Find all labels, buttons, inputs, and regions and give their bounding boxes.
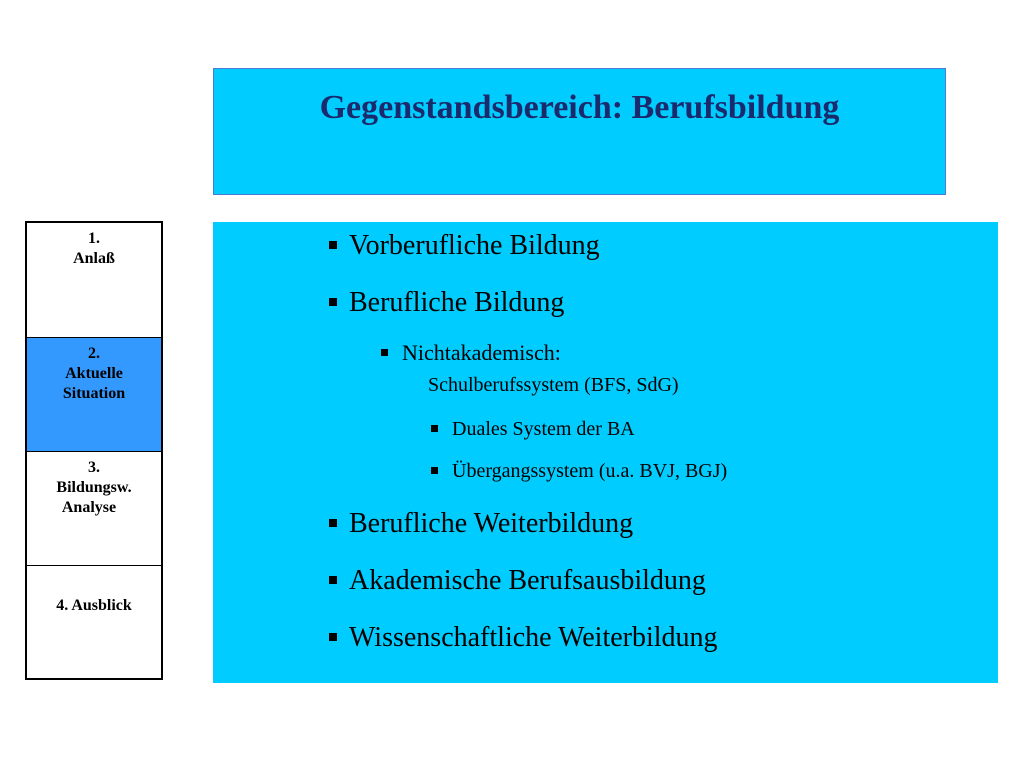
list-item xyxy=(329,287,564,319)
nav-item-ausblick[interactable] xyxy=(27,566,161,678)
slide-title: Gegenstandsbereich: Berufsbildung xyxy=(319,89,840,126)
list-item xyxy=(431,418,635,441)
square-bullet-icon xyxy=(329,241,337,249)
nav-item-label-line2: Situation xyxy=(62,385,126,402)
nav-item-label: Aktuelle xyxy=(65,365,123,382)
nav-item-number: 1. xyxy=(88,230,100,247)
nav-item-label: Bildungsw. xyxy=(56,479,132,496)
list-item-text: Vorberufliche Bildung xyxy=(349,230,600,261)
nav-item-label: 4. Ausblick xyxy=(56,597,132,614)
list-item xyxy=(329,622,718,654)
list-item xyxy=(329,508,633,540)
nav-item-number: 3. xyxy=(88,459,100,476)
nav-item-label: Anlaß xyxy=(73,250,115,267)
list-item-text: Berufliche Weiterbildung xyxy=(349,508,634,539)
square-bullet-icon xyxy=(329,519,337,527)
square-bullet-icon xyxy=(431,425,438,432)
list-item xyxy=(329,565,706,597)
list-item-text: Duales System der BA xyxy=(452,418,635,440)
list-item-text: Berufliche Bildung xyxy=(349,287,565,318)
list-item xyxy=(381,340,561,366)
content-panel xyxy=(213,222,998,683)
list-item xyxy=(431,460,727,483)
nav-item-aktuelle-situation[interactable] xyxy=(27,338,161,452)
square-bullet-icon xyxy=(381,349,388,356)
nav-item-number: 2. xyxy=(88,345,100,362)
list-item xyxy=(329,230,600,262)
nav-item-label-line2: Analyse xyxy=(61,499,117,516)
section-navigation xyxy=(25,221,163,680)
list-item-subtext: Schulberufssystem (BFS, SdG) xyxy=(428,374,679,396)
list-item-text: Übergangssystem (u.a. BVJ, BGJ) xyxy=(452,460,728,482)
square-bullet-icon xyxy=(329,576,337,584)
nav-item-bildungsw-analyse[interactable] xyxy=(27,452,161,566)
nav-item-anlass[interactable] xyxy=(27,223,161,338)
title-box xyxy=(213,68,946,195)
list-item-text: Akademische Berufsausbildung xyxy=(349,565,706,596)
square-bullet-icon xyxy=(329,633,337,641)
list-item-text: Nichtakademisch: xyxy=(402,340,561,365)
square-bullet-icon xyxy=(329,298,337,306)
list-item-text: Wissenschaftliche Weiterbildung xyxy=(349,622,718,653)
square-bullet-icon xyxy=(431,467,438,474)
